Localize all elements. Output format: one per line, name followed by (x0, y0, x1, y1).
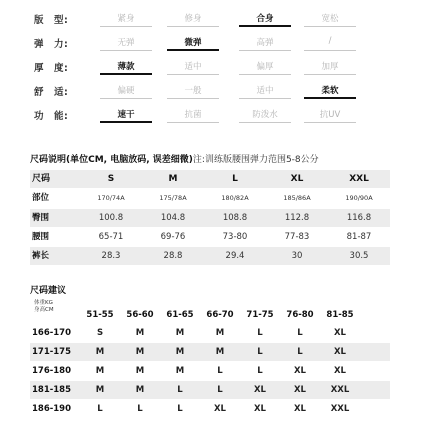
size-chart-header-cell: 尺码 (32, 174, 51, 184)
recommended-size-cell: M (95, 385, 105, 395)
attribute-underline (100, 73, 152, 75)
recommended-size-cell: XXL (330, 385, 350, 395)
recommended-size-cell: XL (294, 404, 306, 414)
recommended-size-cell: L (217, 366, 223, 376)
recommended-size-cell: M (215, 328, 225, 338)
attribute-underline (100, 26, 152, 27)
attribute-label: 版 型: (34, 15, 69, 26)
recommended-size-cell: L (257, 366, 263, 376)
attribute-option-selected: 合身 (256, 14, 274, 24)
attribute-row (0, 56, 421, 78)
attribute-underline (167, 74, 219, 75)
size-chart-cell: 116.8 (346, 213, 372, 223)
attribute-option: 一般 (184, 86, 202, 96)
attribute-underline (304, 26, 356, 27)
attribute-option: 宽松 (321, 14, 339, 24)
attribute-option-selected: 微弹 (184, 38, 202, 48)
size-chart-cell: 28.3 (101, 251, 121, 261)
corner-labels (34, 300, 54, 314)
size-chart-cell: 69-76 (160, 232, 186, 242)
recommended-size-cell: S (96, 328, 104, 338)
attribute-underline (167, 49, 219, 51)
attribute-option-selected: 薄款 (117, 62, 135, 72)
recommended-size-cell: XL (294, 385, 306, 395)
attribute-underline (304, 122, 356, 123)
attribute-underline (239, 74, 291, 75)
weight-range-label: 81-85 (326, 310, 354, 320)
weight-range-label: 66-70 (206, 310, 234, 320)
recommended-size-cell: XL (334, 347, 346, 357)
size-chart-header-cell: S (107, 174, 115, 184)
height-range-label: 186-190 (32, 404, 72, 414)
attribute-underline (167, 26, 219, 27)
size-chart-cell: 170/74A (97, 194, 125, 202)
height-range-label: 166-170 (32, 328, 72, 338)
size-chart-row-label: 腰围 (32, 232, 50, 242)
attribute-underline (100, 98, 152, 99)
attribute-label: 弹 力: (34, 39, 69, 50)
recommended-size-cell: L (177, 404, 183, 414)
recommended-size-cell: M (135, 385, 145, 395)
size-chart-cell: 73-80 (222, 232, 248, 242)
recommended-size-cell: L (297, 328, 303, 338)
height-range-label: 171-175 (32, 347, 72, 357)
attribute-underline (239, 122, 291, 123)
size-chart-cell: 112.8 (284, 213, 310, 223)
attribute-option: 高弹 (256, 38, 274, 48)
size-chart-row-label: 臀围 (32, 213, 50, 223)
size-chart-header-row (30, 170, 390, 188)
recommended-size-cell: M (175, 328, 185, 338)
weight-range-label: 56-60 (126, 310, 154, 320)
weight-range-label: 61-65 (166, 310, 194, 320)
recommended-size-cell: L (137, 404, 143, 414)
attribute-option: 偏厚 (256, 62, 274, 72)
recommended-size-cell: L (97, 404, 103, 414)
size-chart-header-cell: XL (290, 174, 304, 184)
attribute-underline (304, 97, 356, 99)
recommended-size-cell: XL (214, 404, 226, 414)
size-chart-title: 尺码说明(单位CM, 电脑放码, 误差细微)注:训练版腰围弹力范围5-8公分 (30, 155, 319, 165)
weight-axis-label: 体重KG (34, 300, 53, 306)
recommended-size-cell: XL (334, 366, 346, 376)
attribute-option: 偏硬 (117, 86, 135, 96)
attribute-option: 抗UV (319, 110, 341, 120)
recommended-size-cell: M (135, 328, 145, 338)
size-chart-cell: 30 (291, 251, 303, 261)
recommended-size-cell: L (297, 347, 303, 357)
recommended-size-cell: M (95, 347, 105, 357)
size-chart-cell: 77-83 (284, 232, 310, 242)
attribute-label: 厚 度: (34, 63, 69, 74)
attribute-row (0, 8, 421, 30)
recommended-size-cell: XL (254, 404, 266, 414)
recommended-size-cell: L (257, 347, 263, 357)
size-chart-cell: 65-71 (98, 232, 124, 242)
recommended-size-cell: M (175, 366, 185, 376)
attribute-option: 紧身 (117, 14, 135, 24)
recommendation-header (30, 300, 390, 322)
recommendation-row (30, 324, 390, 342)
attribute-option: 加厚 (321, 62, 339, 72)
recommendation-row (30, 400, 390, 418)
attribute-label: 功 能: (34, 111, 69, 122)
size-chart-cell: 190/90A (345, 194, 373, 202)
size-chart-cell: 104.8 (160, 213, 186, 223)
size-chart-note: 注:训练版腰围弹力范围5-8公分 (192, 155, 319, 165)
attribute-underline (239, 25, 291, 27)
recommended-size-cell: M (95, 366, 105, 376)
attribute-option: 适中 (256, 86, 274, 96)
size-chart-row (30, 189, 390, 207)
size-chart-row (30, 228, 390, 246)
size-chart-header-cell: XXL (349, 174, 369, 184)
size-chart-header-cell: L (232, 174, 238, 184)
attribute-underline (304, 50, 356, 51)
recommended-size-cell: M (215, 347, 225, 357)
attribute-underline (100, 50, 152, 51)
recommended-size-cell: XXL (330, 404, 350, 414)
recommended-size-cell: M (135, 366, 145, 376)
recommended-size-cell: XL (334, 328, 346, 338)
recommended-size-cell: M (175, 347, 185, 357)
size-chart-header-cell: M (168, 174, 178, 184)
size-chart-row (30, 247, 390, 265)
recommended-size-cell: XL (254, 385, 266, 395)
weight-range-label: 71-75 (246, 310, 274, 320)
size-chart-row-label: 裤长 (32, 251, 50, 261)
attribute-option-selected: 速干 (117, 110, 135, 120)
attribute-option: 适中 (184, 62, 202, 72)
recommendation-title: 尺码建议 (30, 286, 67, 296)
attribute-label: 舒 适: (34, 87, 69, 98)
recommended-size-cell: M (135, 347, 145, 357)
size-chart-cell: 29.4 (225, 251, 245, 261)
attribute-row (0, 104, 421, 126)
recommendation-row (30, 343, 390, 361)
size-chart-cell: 185/86A (283, 194, 311, 202)
attribute-option-selected: 柔软 (321, 86, 339, 96)
recommended-size-cell: L (217, 385, 223, 395)
attribute-underline (304, 74, 356, 75)
attribute-row (0, 80, 421, 102)
weight-range-label: 76-80 (286, 310, 314, 320)
attribute-option: / (328, 36, 332, 46)
height-range-label: 176-180 (32, 366, 72, 376)
height-axis-label: 身高CM (34, 307, 54, 313)
attribute-option: 修身 (184, 14, 202, 24)
size-chart-cell: 100.8 (98, 213, 124, 223)
attribute-underline (167, 98, 219, 99)
attribute-underline (239, 98, 291, 99)
attribute-option: 无弹 (117, 38, 135, 48)
recommendation-row (30, 362, 390, 380)
attribute-underline (239, 50, 291, 51)
size-chart-row-label: 部位 (32, 193, 50, 203)
size-chart-cell: 175/78A (159, 194, 187, 202)
size-chart-row (30, 209, 390, 227)
recommended-size-cell: L (177, 385, 183, 395)
size-chart-cell: 108.8 (222, 213, 248, 223)
attribute-option: 抗菌 (184, 110, 202, 120)
attribute-row (0, 32, 421, 54)
height-range-label: 181-185 (32, 385, 72, 395)
recommended-size-cell: XL (294, 366, 306, 376)
size-chart-cell: 180/82A (221, 194, 249, 202)
recommendation-row (30, 381, 390, 399)
recommended-size-cell: L (257, 328, 263, 338)
attribute-option: 防泼水 (252, 110, 278, 120)
size-chart-cell: 81-87 (346, 232, 372, 242)
attribute-underline (100, 121, 152, 123)
weight-range-label: 51-55 (86, 310, 114, 320)
size-chart-cell: 28.8 (163, 251, 183, 261)
size-chart-cell: 30.5 (349, 251, 369, 261)
attribute-underline (167, 122, 219, 123)
